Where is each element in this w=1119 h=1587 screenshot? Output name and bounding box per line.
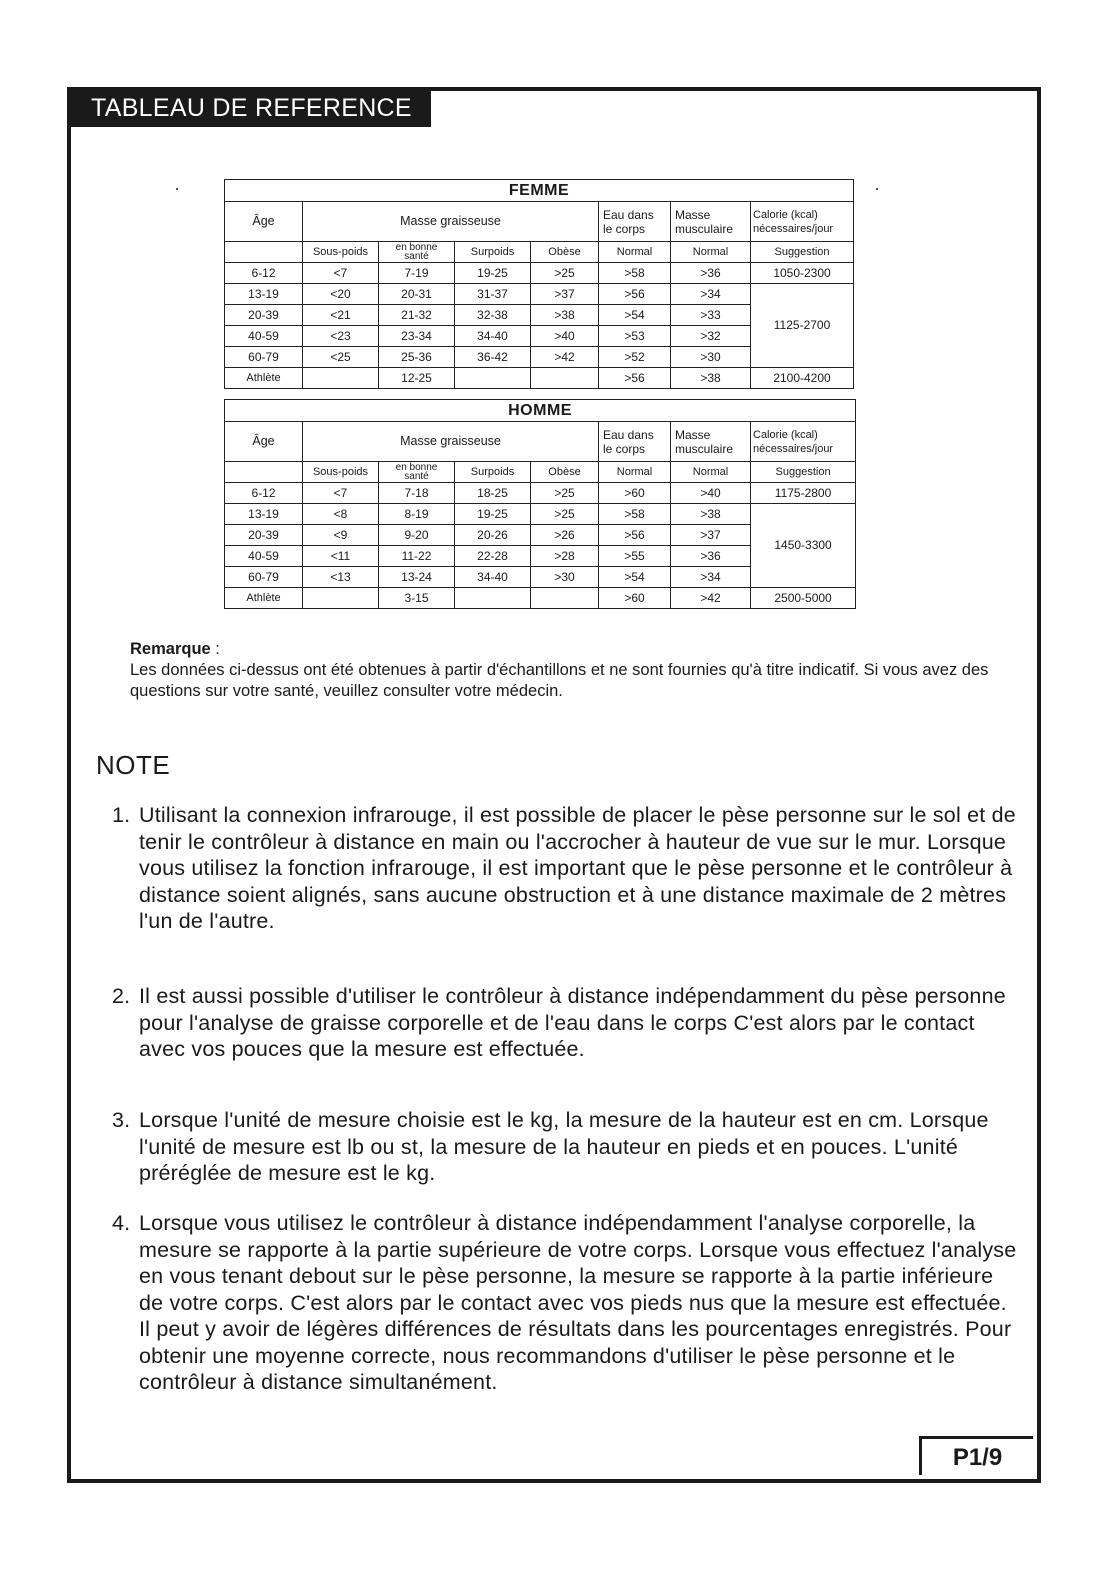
table-cell: 19-25 — [455, 263, 531, 284]
table-cell: <8 — [303, 504, 379, 525]
calorie-value: 1450-3300 — [751, 504, 856, 588]
table-cell: 11-22 — [379, 546, 455, 567]
table-cell: >56 — [599, 525, 671, 546]
note-item-3: 3. Lorsque l'unité de mesure choisie est le kg, la mesure de la hauteur est en cm. Lorsque l'unité de mesure est lb ou st, la mesure de la hauteur en pieds et en pouces. L'unité préréglée de mesure est le kg. — [112, 1108, 989, 1185]
table-cell: 20-31 — [379, 284, 455, 305]
table-cell: 13-19 — [225, 284, 303, 305]
obese-header: Obèse — [531, 242, 599, 263]
table-row — [225, 284, 854, 305]
table-cell: 60-79 — [225, 567, 303, 588]
table-row — [225, 263, 854, 284]
bonne-sante-header: en bonne santé — [379, 462, 455, 483]
table-row — [225, 368, 854, 389]
calorie-header: Calorie (kcal) nécessaires/jour — [751, 422, 856, 462]
table-cell: >42 — [531, 347, 599, 368]
table-cell: >58 — [599, 504, 671, 525]
scan-dot — [176, 188, 178, 190]
table-cell — [303, 368, 379, 389]
sous-poids-header: Sous-poids — [303, 462, 379, 483]
table-row — [225, 483, 856, 504]
page-number: P1/9 — [919, 1436, 1033, 1475]
masse-normal-header: Normal — [671, 462, 751, 483]
table-cell: 18-25 — [455, 483, 531, 504]
surpoids-header: Surpoids — [455, 462, 531, 483]
table-cell: 13-24 — [379, 567, 455, 588]
table-cell: 20-26 — [455, 525, 531, 546]
table-cell: >60 — [599, 483, 671, 504]
table-cell — [225, 242, 303, 263]
table-cell: 13-19 — [225, 504, 303, 525]
table-cell: 20-39 — [225, 525, 303, 546]
table-cell: 7-19 — [379, 263, 455, 284]
table-cell: >28 — [531, 546, 599, 567]
calorie-value: 2500-5000 — [751, 588, 856, 609]
table-cell: >42 — [671, 588, 751, 609]
table-cell — [225, 462, 303, 483]
obese-header: Obèse — [531, 462, 599, 483]
masse-musculaire-header: Masse musculaire — [671, 202, 751, 242]
note-title: NOTE — [96, 750, 171, 780]
eau-normal-header: Normal — [599, 462, 671, 483]
table-cell: Athlète — [225, 368, 303, 389]
table-cell: 12-25 — [379, 368, 455, 389]
remarque-block: Remarque : Les données ci-dessus ont été obtenues à partir d'échantillons et ne sont fournies qu'à titre indicatif. Si vous avez des questions sur votre santé, veuillez consulter votre médecin. — [130, 639, 1010, 702]
table-row — [225, 588, 856, 609]
table-cell: >32 — [671, 326, 751, 347]
masse-graisseuse-header: Masse graisseuse — [303, 202, 599, 242]
table-cell: 9-20 — [379, 525, 455, 546]
table-cell: 7-18 — [379, 483, 455, 504]
table-cell: <11 — [303, 546, 379, 567]
calorie-value: 1050-2300 — [751, 263, 854, 284]
table-cell: 34-40 — [455, 326, 531, 347]
age-header: Âge — [225, 202, 303, 242]
table-cell: >54 — [599, 567, 671, 588]
table-cell: >37 — [671, 525, 751, 546]
table-cell: >60 — [599, 588, 671, 609]
masse-normal-header: Normal — [671, 242, 751, 263]
table-cell — [455, 368, 531, 389]
table-cell: 3-15 — [379, 588, 455, 609]
table-cell: 19-25 — [455, 504, 531, 525]
table-cell: >53 — [599, 326, 671, 347]
table-cell: <7 — [303, 263, 379, 284]
table-cell: >40 — [531, 326, 599, 347]
table-cell: <20 — [303, 284, 379, 305]
calorie-value: 1125-2700 — [751, 284, 854, 368]
homme-table — [224, 399, 856, 609]
page-title: TABLEAU DE REFERENCE — [67, 87, 431, 127]
table-cell: 20-39 — [225, 305, 303, 326]
note-item-2: 2. Il est aussi possible d'utiliser le contrôleur à distance indépendamment du pèse personne pour l'analyse de graisse corporelle et de l'eau dans le corps C'est alors par le contact avec vos pouces que la mesure est effectuée. — [112, 984, 1006, 1061]
table-cell: >58 — [599, 263, 671, 284]
bonne-sante-header: en bonne santé — [379, 242, 455, 263]
table-cell: >56 — [599, 368, 671, 389]
table-cell: <13 — [303, 567, 379, 588]
table-cell — [455, 588, 531, 609]
table-cell: >52 — [599, 347, 671, 368]
masse-graisseuse-header: Masse graisseuse — [303, 422, 599, 462]
table-cell: >25 — [531, 263, 599, 284]
table-cell: >55 — [599, 546, 671, 567]
remarque-title: Remarque — [130, 640, 211, 658]
table-cell: 60-79 — [225, 347, 303, 368]
sous-poids-header: Sous-poids — [303, 242, 379, 263]
note-item-4: 4. Lorsque vous utilisez le contrôleur à distance indépendamment l'analyse corporelle, la mesure se rapporte à la partie supérieure de votre corps. Lorsque vous effectuez l'analyse en vous tenant debout sur le pèse personne, la mesure se rapporte à la partie inférieure de votre corps. C'est alors par le contact avec vos pieds nus que la mesure est effectuée. Il peut y avoir de légères différences de résultats dans les pourcentages enregistrés. Pour obtenir une moyenne correcte, nous recommandons d'utiliser le pèse personne et le contrôleur à distance simultanément. — [112, 1211, 1017, 1394]
table-cell: 6-12 — [225, 263, 303, 284]
table-cell: >30 — [531, 567, 599, 588]
table-cell: >34 — [671, 567, 751, 588]
table-cell: >36 — [671, 546, 751, 567]
table-cell: <7 — [303, 483, 379, 504]
table-cell: >25 — [531, 504, 599, 525]
table-cell — [303, 588, 379, 609]
table-cell: >33 — [671, 305, 751, 326]
age-header: Âge — [225, 422, 303, 462]
homme-title: HOMME — [225, 400, 856, 422]
scan-dot — [876, 188, 878, 190]
table-cell: >38 — [671, 368, 751, 389]
table-cell: >38 — [531, 305, 599, 326]
table-cell: <9 — [303, 525, 379, 546]
table-cell: >34 — [671, 284, 751, 305]
table-cell: >54 — [599, 305, 671, 326]
masse-musculaire-header: Masse musculaire — [671, 422, 751, 462]
suggestion-header: Suggestion — [751, 462, 856, 483]
table-cell: 34-40 — [455, 567, 531, 588]
table-cell: >30 — [671, 347, 751, 368]
table-cell: 40-59 — [225, 546, 303, 567]
table-cell — [531, 588, 599, 609]
eau-header: Eau dans le corps — [599, 422, 671, 462]
table-cell: >40 — [671, 483, 751, 504]
table-cell: 36-42 — [455, 347, 531, 368]
table-cell: <25 — [303, 347, 379, 368]
table-cell: 40-59 — [225, 326, 303, 347]
femme-table — [224, 179, 854, 389]
calorie-header: Calorie (kcal) nécessaires/jour — [751, 202, 854, 242]
table-cell: >26 — [531, 525, 599, 546]
table-cell — [531, 368, 599, 389]
table-cell: 22-28 — [455, 546, 531, 567]
calorie-value: 1175-2800 — [751, 483, 856, 504]
eau-normal-header: Normal — [599, 242, 671, 263]
surpoids-header: Surpoids — [455, 242, 531, 263]
table-cell: 31-37 — [455, 284, 531, 305]
femme-title: FEMME — [225, 180, 854, 202]
note-item-1: 1. Utilisant la connexion infrarouge, il est possible de placer le pèse personne sur le sol et de tenir le contrôleur à distance en main ou l'accrocher à hauteur de vue sur le mur. Lorsque vous utilisez la fonction infrarouge, il est important que le pèse personne et le contrôleur à distance soient alignés, sans aucune obstruction et à une distance maximale de 2 mètres l'un de l'autre. — [112, 803, 1016, 933]
table-cell: >36 — [671, 263, 751, 284]
table-cell: <23 — [303, 326, 379, 347]
table-cell: >38 — [671, 504, 751, 525]
table-cell: >37 — [531, 284, 599, 305]
table-cell: 21-32 — [379, 305, 455, 326]
table-cell: 32-38 — [455, 305, 531, 326]
table-cell: >25 — [531, 483, 599, 504]
table-cell: Athlète — [225, 588, 303, 609]
table-cell: <21 — [303, 305, 379, 326]
table-cell: 8-19 — [379, 504, 455, 525]
calorie-value: 2100-4200 — [751, 368, 854, 389]
suggestion-header: Suggestion — [751, 242, 854, 263]
table-cell: 6-12 — [225, 483, 303, 504]
remarque-text: Les données ci-dessus ont été obtenues à partir d'échantillons et ne sont fournies qu'à titre indicatif. Si vous avez des questions sur votre santé, veuillez consulter votre médecin. — [130, 661, 989, 700]
table-row — [225, 504, 856, 525]
eau-header: Eau dans le corps — [599, 202, 671, 242]
table-cell: 25-36 — [379, 347, 455, 368]
table-cell: >56 — [599, 284, 671, 305]
table-cell: 23-34 — [379, 326, 455, 347]
